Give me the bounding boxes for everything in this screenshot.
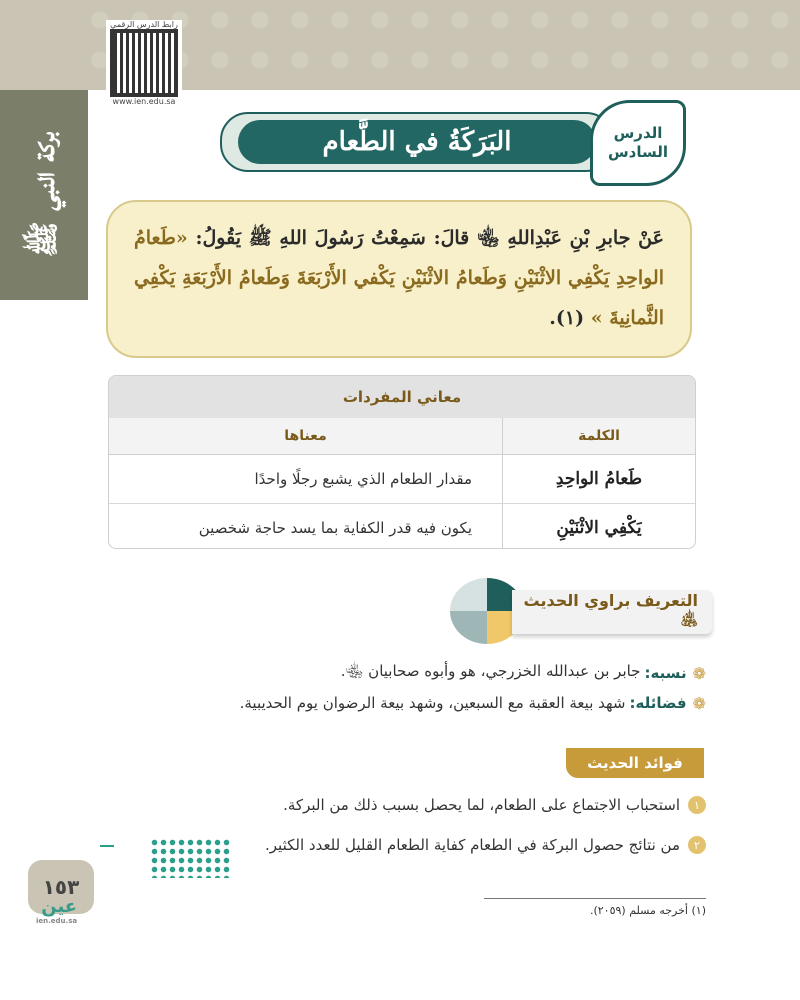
item-text: استحباب الاجتماع على الطعام، لما يحصل بسبب ذلك من البركة. — [283, 796, 680, 814]
flower-bullet-icon: ❁ — [692, 693, 706, 713]
vocabulary-table — [108, 375, 696, 549]
narrator-section-header — [450, 578, 712, 644]
item-text: جابر بن عبدالله الخزرجي، هو وأبوه صحابيان ﵄. — [340, 662, 641, 680]
qr-caption: رابط الدرس الرقمي — [110, 20, 178, 29]
hadith-intro: عَنْ جابرِ بْنِ عَبْدِاللهِ ﵄ قالَ: سَمِعْتُ رَسُولَ اللهِ ﷺ يَقُولُ: — [195, 227, 664, 249]
benefits-title: فوائد الحديث — [587, 754, 683, 772]
item-label: نسبه: — [644, 664, 687, 682]
hadith-quote: «طَعامُ الواحِدِ يَكْفِي الاثْنَيْنِ وَطَعامُ الاثْنَيْنِ يَكْفي الأَرْبَعَةَ وَطَعامُ الأَرْبَعَةِ يَكْفِي الثَّمانِيةَ » — [134, 227, 664, 329]
logo-text: عين — [41, 896, 78, 917]
vocabulary-title: معاني المفردات — [109, 376, 695, 418]
hadith-reference: (١). — [549, 307, 585, 329]
dots-decoration — [150, 838, 230, 878]
number-badge: ٢ — [688, 836, 706, 854]
list-item — [86, 660, 706, 686]
qr-url: www.ien.edu.sa — [112, 97, 176, 106]
number-badge: ١ — [688, 796, 706, 814]
narrator-title: التعريف براوي الحديث ﵁ — [523, 591, 698, 629]
lesson-header — [220, 100, 686, 180]
list-item — [86, 690, 706, 716]
column-header-meaning: معناها — [109, 418, 503, 455]
table-row — [109, 504, 695, 550]
publisher-logo — [36, 896, 77, 925]
lesson-number: السادس — [607, 143, 669, 161]
item-text: من نتائج حصول البركة في الطعام كفاية الطعام القليل للعدد الكثير. — [265, 836, 680, 854]
qr-code-icon[interactable] — [114, 33, 174, 93]
vocab-word: يَكْفِي الاثْنَيْنِ — [503, 504, 696, 550]
lesson-label: الدرس — [613, 123, 663, 142]
lesson-title: البَرَكَةُ في الطَّعام — [322, 127, 512, 157]
hadith-box — [106, 200, 692, 358]
qr-code-box[interactable] — [106, 20, 182, 128]
vocab-meaning: مقدار الطعام الذي يشبع رجلًا واحدًا — [109, 455, 503, 504]
item-text: شهد بيعة العقبة مع السبعين، وشهد بيعة الرضوان يوم الحديبية. — [239, 694, 626, 712]
vocab-meaning: يكون فيه قدر الكفاية بما يسد حاجة شخصين — [109, 504, 503, 550]
footnote: (١) أخرجه مسلم (٢٠٥٩). — [589, 904, 706, 917]
lesson-number-badge — [590, 100, 686, 186]
table-row — [109, 455, 695, 504]
flower-bullet-icon: ❁ — [692, 663, 706, 683]
benefits-section-header — [566, 748, 704, 778]
item-label: فضائله: — [629, 694, 687, 712]
logo-sub: ien.edu.sa — [36, 917, 78, 925]
unit-side-tab — [0, 90, 88, 300]
lesson-title-frame — [220, 112, 614, 172]
vocab-word: طَعامُ الواحِدِ — [503, 455, 696, 504]
footnote-divider — [484, 898, 706, 899]
unit-title: بركة النبي ﷺ — [26, 132, 62, 258]
dash-decoration — [100, 845, 114, 847]
narrator-list — [86, 660, 706, 720]
list-item — [86, 790, 706, 820]
hadith-text — [134, 218, 664, 338]
page-number: ١٥٣ — [28, 860, 94, 914]
column-header-word: الكلمة — [503, 418, 696, 455]
